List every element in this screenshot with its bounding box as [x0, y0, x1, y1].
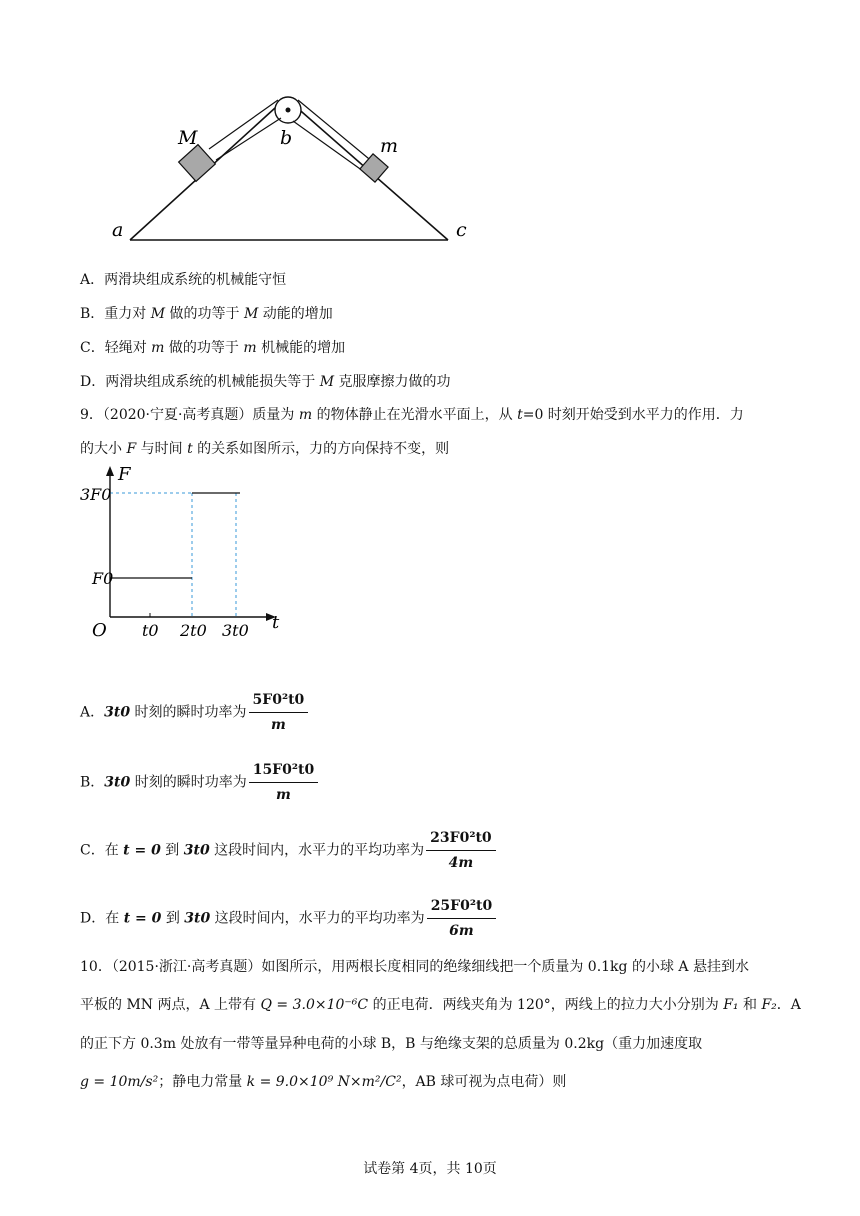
label-M: M — [178, 127, 198, 149]
axis-label-F: F — [118, 464, 131, 485]
q9-stem-line2: 的大小 F 与时间 t 的关系如图所示，力的方向保持不变，则 — [80, 441, 450, 457]
fraction-d: $\frac{\text{25F0²t0}}{6m}$ — [427, 896, 497, 941]
x-tick-3t0: 3t0 — [222, 621, 249, 640]
block-M — [179, 145, 216, 182]
y-axis-arrow-icon — [106, 466, 114, 476]
fraction-a: $\frac{\text{5F0²t0}}{m}$ — [249, 690, 309, 735]
fraction-b: $\frac{\text{15F0²t0}}{m}$ — [249, 760, 319, 805]
page-footer: 试卷第 4页，共 10页 — [363, 1161, 497, 1177]
y-tick-F0: F0 — [92, 569, 114, 588]
q10-stem-line2: 平板的 MN 两点，A 上带有 Q = 3.0×10⁻⁶C 的正电荷．两线夹角为 120°，两线上的拉力大小分别为 F₁ 和 F₂．A — [80, 997, 801, 1013]
block-m — [360, 154, 388, 182]
q9-option-c: C．在 t = 0 到 3t0 这段时间内，水平力的平均功率为 $\frac{\text{23F0²t0}}{4m}$ — [80, 828, 496, 873]
q9-stem-line1: 9．（2020·宁夏·高考真题）质量为 m 的物体静止在光滑水平面上，从 t=0 时刻开始受到水平力的作用．力 — [80, 407, 744, 423]
q9-option-d: D．在 t = 0 到 3t0 这段时间内，水平力的平均功率为 $\frac{\text{25F0²t0}}{6m}$ — [80, 896, 496, 941]
q10-stem-line3: 的正下方 0.3m 处放有一带等量异种电荷的小球 B，B 与绝缘支架的总质量为 0.2kg（重力加速度取 — [80, 1036, 703, 1052]
label-m: m — [380, 135, 399, 157]
x-tick-2t0: 2t0 — [180, 621, 207, 640]
q8-option-d: D．两滑块组成系统的机械能损失等于 M 克服摩擦力做的功 — [80, 374, 451, 390]
force-time-graph — [80, 462, 290, 642]
q8-option-b: B．重力对 M 做的功等于 M 动能的增加 — [80, 306, 333, 322]
q8-option-c: C．轻绳对 m 做的功等于 m 机械能的增加 — [80, 340, 346, 356]
q8-option-a: A．两滑块组成系统的机械能守恒 — [80, 272, 287, 288]
incline-pulley-figure — [100, 88, 480, 253]
q10-stem-line1: 10．（2015·浙江·高考真题）如图所示，用两根长度相同的绝缘细线把一个质量为 0.1kg 的小球 A 悬挂到水 — [80, 959, 749, 975]
q9-option-b: B．3t0 时刻的瞬时功率为 $\frac{\text{15F0²t0}}{m}$ — [80, 760, 318, 805]
fraction-c: $\frac{\text{23F0²t0}}{4m}$ — [426, 828, 496, 873]
label-a: a — [112, 219, 124, 241]
y-tick-3F0: 3F0 — [80, 485, 112, 504]
label-c: c — [456, 219, 467, 241]
axis-label-t: t — [272, 612, 280, 633]
origin-label: O — [92, 620, 107, 641]
label-b: b — [280, 127, 293, 149]
x-tick-t0: t0 — [142, 621, 159, 640]
q9-option-a: A．3t0 时刻的瞬时功率为 $\frac{\text{5F0²t0}}{m}$ — [80, 690, 308, 735]
q10-stem-line4: g = 10m/s²；静电力常量 k = 9.0×10⁹ N×m²/C²，AB 球可视为点电荷）则 — [80, 1074, 567, 1090]
